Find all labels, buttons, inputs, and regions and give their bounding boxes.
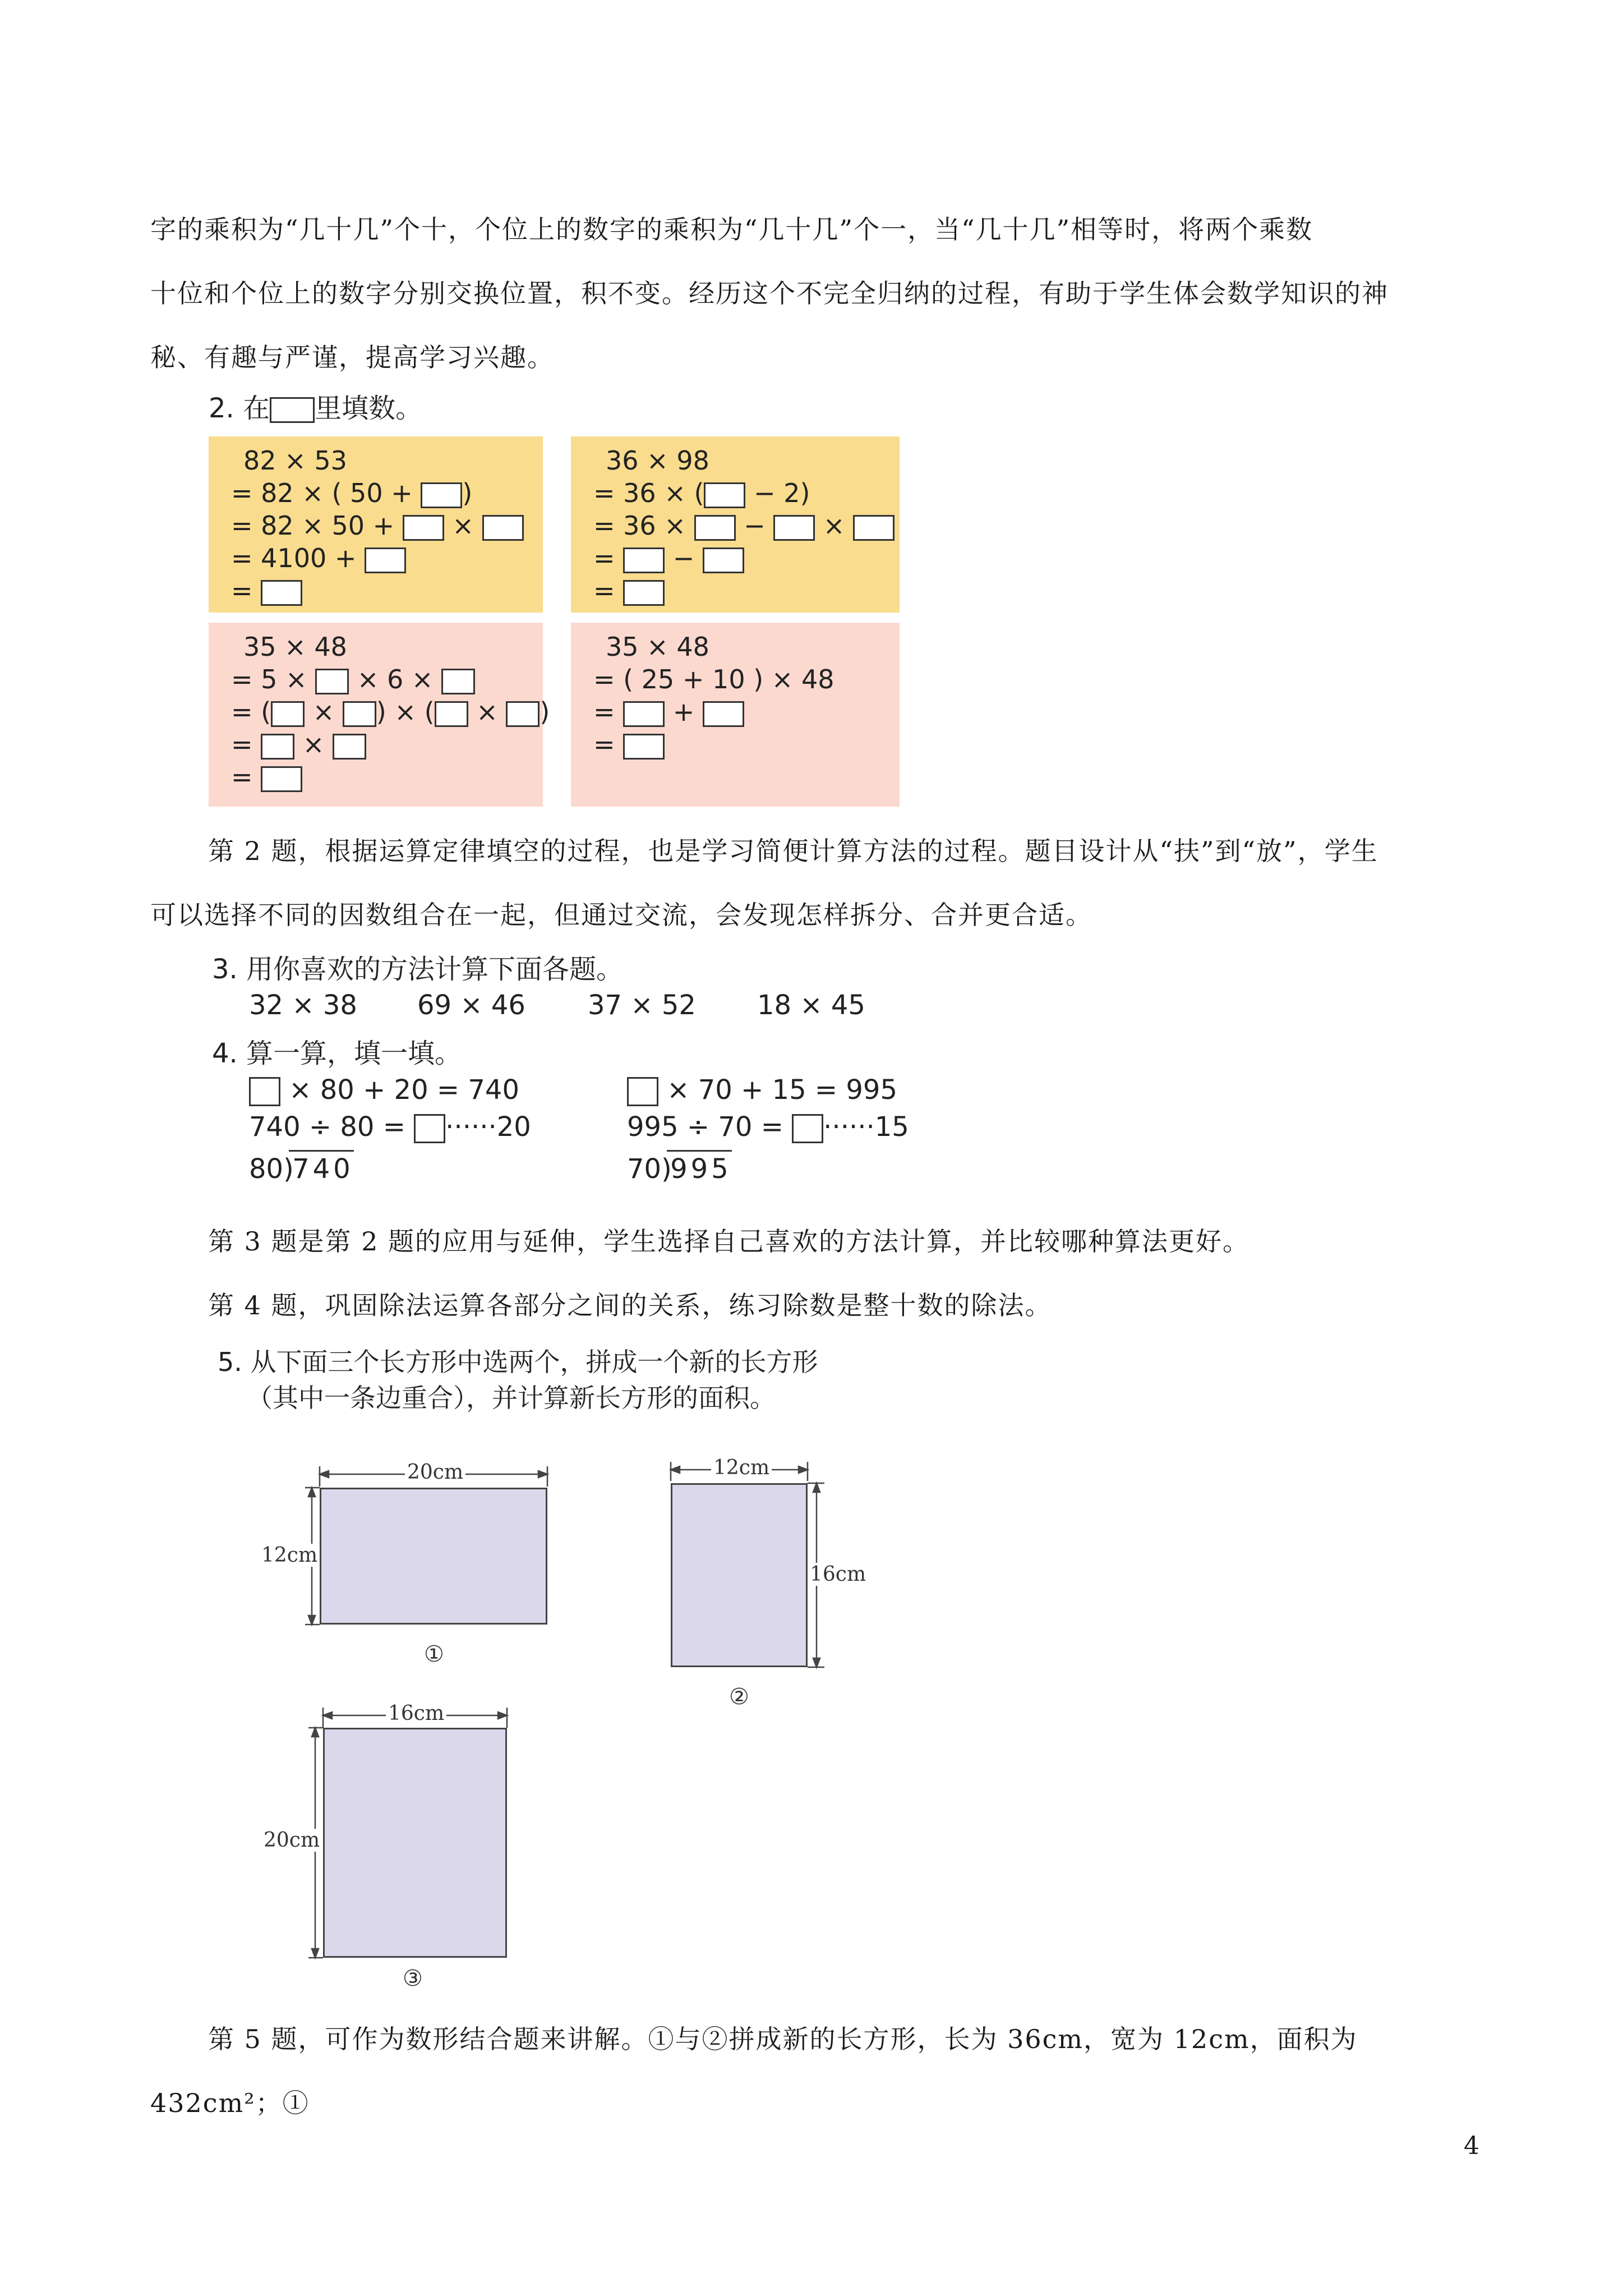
rect3-height-label: 20cm	[261, 1829, 322, 1852]
rectangle-2	[671, 1483, 808, 1667]
q2a-line-1: 82 × 53	[243, 445, 347, 476]
q4-left-remainder: ······20	[445, 1111, 531, 1143]
divisor: 80	[249, 1153, 284, 1185]
q2a-text: = 82 × 50 +	[231, 510, 403, 541]
q5-title-line-1: 5. 从下面三个长方形中选两个，拼成一个新的长方形	[218, 1347, 818, 1377]
q2a-text: )	[462, 478, 473, 508]
q5-title-line-2: （其中一条边重合），并计算新长方形的面积。	[247, 1383, 776, 1413]
rect2-height-label: 16cm	[808, 1563, 868, 1586]
q2a-text: =	[231, 576, 261, 606]
q2a-text: ×	[444, 510, 482, 541]
q2c-text: )	[540, 697, 550, 727]
intro-line-3: 秘、有趣与严谨，提高学习兴趣。	[150, 342, 554, 372]
q3-problem-4: 18 × 45	[757, 990, 865, 1021]
dividend: 995	[667, 1150, 732, 1186]
q2b-text: ×	[815, 510, 854, 541]
q2b-text: = 36 × (	[593, 478, 704, 508]
q2b-text: =	[593, 576, 624, 606]
dividend: 740	[289, 1150, 354, 1186]
q2b-text: −	[735, 510, 774, 541]
q2b-text: −	[665, 543, 703, 573]
q2d-text: =	[593, 697, 624, 727]
q4-title: 4. 算一算，填一填。	[212, 1038, 462, 1069]
rect1-number: ①	[424, 1641, 444, 1667]
division-bracket: )	[283, 1153, 294, 1185]
q2c-text: = 5 ×	[231, 664, 316, 694]
rectangle-1	[320, 1488, 547, 1625]
q3-problem-1: 32 × 38	[249, 990, 357, 1021]
rect1-width-label: 20cm	[405, 1461, 465, 1484]
q2c-text: ) × (	[376, 697, 435, 727]
q4-right-div-text: 995 ÷ 70 =	[627, 1111, 792, 1143]
q4-left-div-text: 740 ÷ 80 =	[249, 1111, 414, 1143]
q2c-text: ×	[305, 697, 343, 727]
q2b-text: = 36 ×	[593, 510, 694, 541]
q2c-line-1: 35 × 48	[243, 632, 347, 662]
q2c-text: =	[231, 762, 261, 792]
rect2-number: ②	[729, 1684, 749, 1710]
q2c-text: × 6 ×	[349, 664, 442, 694]
q2a-text: = 82 × ( 50 +	[231, 478, 421, 508]
q3-problem-3: 37 × 52	[588, 990, 696, 1021]
q3-title: 3. 用你喜欢的方法计算下面各题。	[212, 954, 624, 985]
q4-right-remainder: ······15	[823, 1111, 909, 1143]
q2-note-line-2: 可以选择不同的因数组合在一起，但通过交流，会发现怎样拆分、合并更合适。	[150, 900, 1092, 930]
intro-line-2: 十位和个位上的数字分别交换位置，积不变。经历这个不完全归纳的过程，有助于学生体会数学知识的神	[150, 278, 1389, 309]
rect3-width-label: 16cm	[386, 1702, 446, 1725]
q2d-line-1: 35 × 48	[606, 632, 709, 662]
q2b-line-1: 36 × 98	[606, 445, 709, 476]
division-bracket: )	[661, 1153, 672, 1185]
q3-note: 第 3 题是第 2 题的应用与延伸，学生选择自己喜欢的方法计算，并比较哪种算法更好。	[208, 1226, 1250, 1257]
rect2-width-label: 12cm	[711, 1456, 772, 1479]
q2b-text: =	[593, 543, 624, 573]
q5-note: 第 5 题，可作为数形结合题来讲解。①与②拼成新的长方形，长为 36cm，宽为 12cm，面积为 432cm²；①	[150, 2024, 1358, 2118]
q4-note: 第 4 题，巩固除法运算各部分之间的关系，练习除数是整十数的除法。	[208, 1290, 1052, 1320]
q2c-text: ×	[468, 697, 506, 727]
q2c-text: ×	[294, 729, 333, 760]
q2a-text: = 4100 +	[231, 543, 365, 573]
q2c-text: =	[231, 729, 261, 760]
q2-note-line-1: 第 2 题，根据运算定律填空的过程，也是学习简便计算方法的过程。题目设计从“扶”到“放”，学生	[208, 836, 1378, 866]
q4-left-eq-text: × 80 + 20 = 740	[280, 1074, 519, 1106]
intro-line-1: 字的乘积为“几十几”个十，个位上的数字的乘积为“几十几”个一，当“几十几”相等时，将两个乘数	[150, 214, 1313, 245]
q2d-text: +	[665, 697, 703, 727]
q4-right-eq-text: × 70 + 15 = 995	[658, 1074, 897, 1106]
divisor: 70	[627, 1153, 662, 1185]
page-number: 4	[1464, 2132, 1479, 2160]
rect1-height-label: 12cm	[259, 1544, 320, 1567]
q3-problem-2: 69 × 46	[417, 990, 525, 1021]
rect3-number: ③	[403, 1966, 423, 1991]
q2d-line-2: = ( 25 + 10 ) × 48	[593, 664, 834, 694]
q2c-text: = (	[231, 697, 271, 727]
q2-title-prefix: 2. 在	[209, 393, 270, 424]
q2-title-suffix: 里填数。	[315, 393, 423, 424]
q2d-text: =	[593, 729, 624, 760]
q2b-text: − 2)	[745, 478, 810, 508]
rectangle-3	[323, 1728, 507, 1958]
